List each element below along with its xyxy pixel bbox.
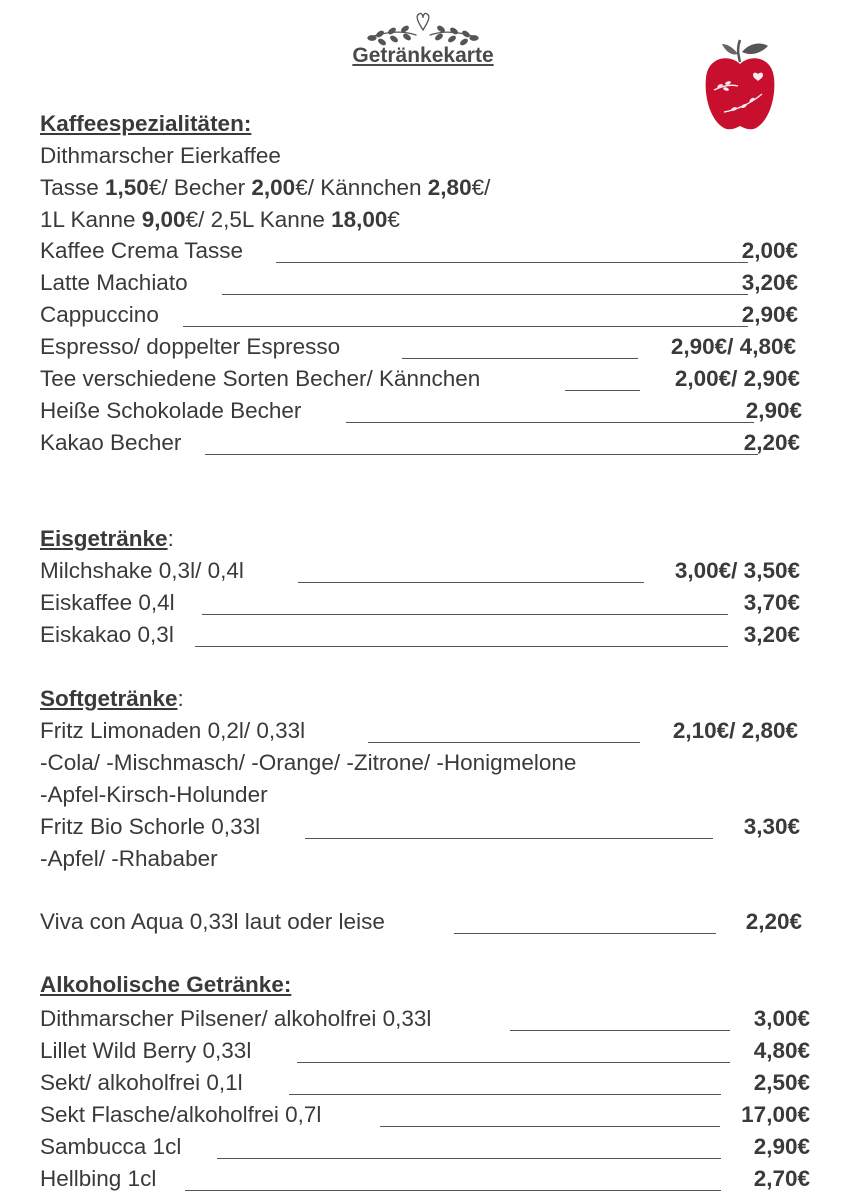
leader-line	[402, 358, 638, 359]
leader-line	[222, 294, 748, 295]
limonaden-flavors-line: -Apfel-Kirsch-Holunder	[40, 782, 268, 807]
leader-line	[185, 1190, 721, 1191]
leader-line	[217, 1158, 721, 1159]
leader-line	[565, 390, 640, 391]
item-price: 2,70€	[753, 1166, 810, 1191]
kanne-label: 1L Kanne	[40, 207, 142, 232]
line-end: €	[387, 207, 400, 232]
tasse-price: 1,50	[105, 175, 149, 200]
item-price: 3,30€	[743, 814, 800, 839]
page-title: Getränkekarte	[352, 44, 494, 67]
leader-line	[195, 646, 728, 647]
item-price: 3,70€	[743, 590, 800, 615]
eierkaffee-title: Dithmarscher Eierkaffee	[40, 143, 281, 168]
item-price: 3,20€	[743, 622, 800, 647]
item-price: 2,00€	[741, 238, 798, 263]
section-heading-kaffee: Kaffeespezialitäten:	[40, 111, 252, 136]
item-price: 3,20€	[741, 270, 798, 295]
item-price: 3,00€/ 3,50€	[674, 558, 800, 583]
leader-line	[276, 262, 748, 263]
leader-line	[380, 1126, 720, 1127]
kanne-price: 9,00	[141, 207, 186, 232]
item-price: 2,90€	[745, 398, 802, 423]
red-apple-icon	[700, 34, 780, 134]
item-price: 2,20€	[745, 909, 802, 934]
leader-line	[183, 326, 748, 327]
schorle-flavors-line: -Apfel/ -Rhababer	[40, 846, 218, 871]
section-heading-soft: Softgetränke:	[40, 686, 184, 711]
becher-price: 2,00	[251, 175, 296, 200]
section-heading-eis: Eisgetränke:	[40, 526, 174, 551]
item-price: 4,80€	[753, 1038, 810, 1063]
eierkaffee-kanne-line	[40, 205, 400, 235]
eierkaffee-prices-line	[40, 173, 490, 203]
leader-line	[297, 1062, 730, 1063]
leader-line	[305, 838, 713, 839]
limonaden-flavors-line: -Cola/ -Mischmasch/ -Orange/ -Zitrone/ -Honigmelone	[40, 750, 577, 775]
item-price: 2,90€/ 4,80€	[670, 334, 796, 359]
leader-line	[202, 614, 728, 615]
leader-line	[289, 1094, 721, 1095]
item-price: 2,90€	[753, 1134, 810, 1159]
leader-line	[368, 742, 640, 743]
item-price: 2,20€	[743, 430, 800, 455]
leader-line	[298, 582, 644, 583]
section-heading-alkohol: Alkoholische Getränke:	[40, 972, 292, 997]
kanne25-label: €/ 2,5L Kanne	[185, 207, 332, 232]
leader-line	[454, 933, 716, 934]
item-price: 17,00€	[741, 1102, 810, 1127]
item-price: 2,00€/ 2,90€	[674, 366, 800, 391]
tasse-label: Tasse	[40, 175, 106, 200]
item-price: 2,50€	[753, 1070, 810, 1095]
kaennchen-label: €/ Kännchen	[295, 175, 428, 200]
item-price: 2,90€	[741, 302, 798, 327]
kanne25-price: 18,00	[331, 207, 388, 232]
line-end: €/	[471, 175, 491, 200]
item-price: 2,10€/ 2,80€	[672, 718, 798, 743]
leader-line	[205, 454, 758, 455]
kaennchen-price: 2,80	[427, 175, 472, 200]
item-price: 3,00€	[753, 1006, 810, 1031]
becher-label: €/ Becher	[148, 175, 252, 200]
